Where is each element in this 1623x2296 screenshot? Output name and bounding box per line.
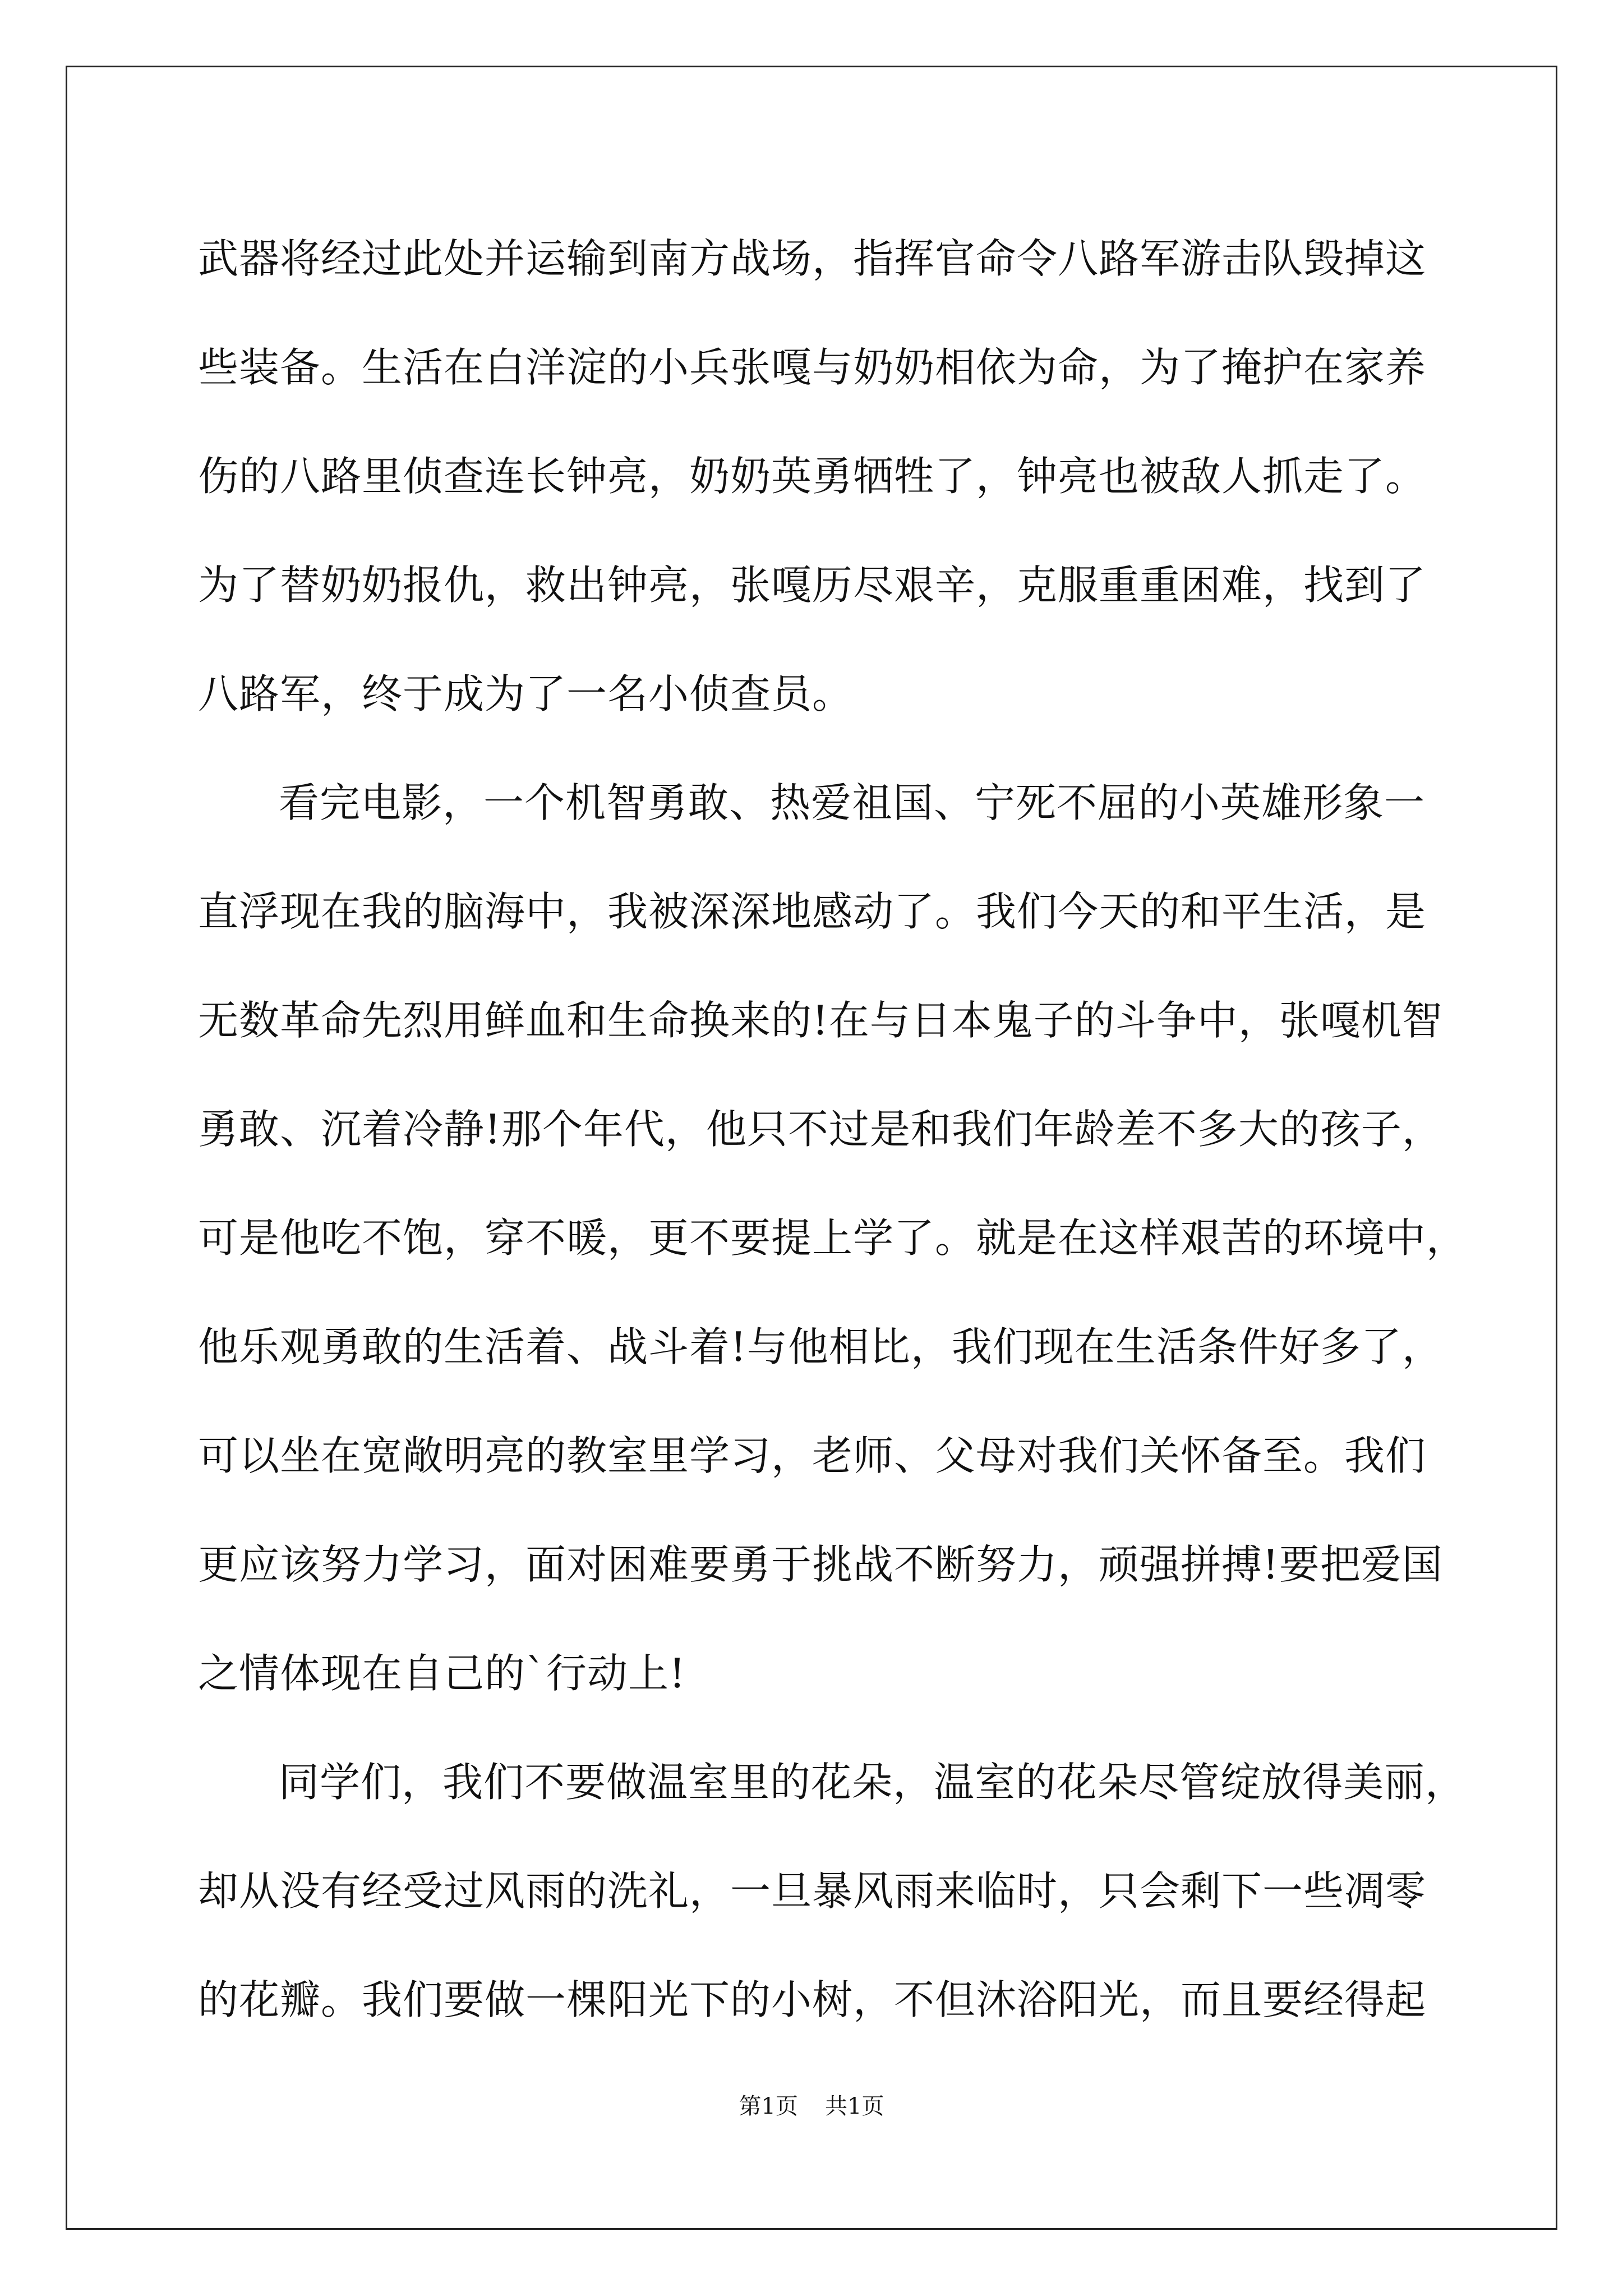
document-body xyxy=(198,204,1468,2054)
text-line: 无数革命先烈用鲜血和生命换来的!在与日本鬼子的斗争中，张嘎机智 xyxy=(198,997,1443,1044)
paragraph-first-line: 同学们，我们不要做温室里的花朵，温室的花朵尽管绽放得美丽， xyxy=(279,1759,1467,1806)
text-line: 直浮现在我的脑海中，我被深深地感动了。我们今天的和平生活，是 xyxy=(198,888,1427,935)
page-footer xyxy=(0,2090,1623,2123)
total-pages: 共1页 xyxy=(825,2093,884,2119)
text-line: 为了替奶奶报仇，救出钟亮，张嘎历尽艰辛，克服重重困难，找到了 xyxy=(198,562,1427,609)
text-line: 的花瓣。我们要做一棵阳光下的小树，不但沐浴阳光，而且要经得起 xyxy=(198,1976,1427,2023)
text-line: 更应该努力学习，面对困难要勇于挑战不断努力，顽强拼搏!要把爱国 xyxy=(198,1541,1443,1588)
page-number: 第1页 xyxy=(739,2093,798,2119)
text-line: 可以坐在宽敞明亮的教室里学习，老师、父母对我们关怀备至。我们 xyxy=(198,1432,1427,1479)
text-line: 勇敢、沉着冷静!那个年代，他只不过是和我们年龄差不多大的孩子， xyxy=(198,1106,1443,1153)
text-line: 八路军，终于成为了一名小侦查员。 xyxy=(198,670,854,717)
text-line: 却从没有经受过风雨的洗礼，一旦暴风雨来临时，只会剩下一些凋零 xyxy=(198,1867,1427,1915)
paragraph-first-line: 看完电影，一个机智勇敢、热爱祖国、宁死不屈的小英雄形象一 xyxy=(279,779,1426,826)
text-line: 可是他吃不饱，穿不暖，更不要提上学了。就是在这样艰苦的环境中， xyxy=(198,1214,1468,1262)
text-line: 伤的八路里侦查连长钟亮，奶奶英勇牺牲了，钟亮也被敌人抓走了。 xyxy=(198,453,1427,500)
text-line: 些装备。生活在白洋淀的小兵张嘎与奶奶相依为命，为了掩护在家养 xyxy=(198,344,1427,391)
text-line: 之情体现在自己的`行动上! xyxy=(198,1650,686,1697)
text-line: 武器将经过此处并运输到南方战场，指挥官命令八路军游击队毁掉这 xyxy=(198,235,1427,282)
text-line: 他乐观勇敢的生活着、战斗着!与他相比，我们现在生活条件好多了， xyxy=(198,1323,1443,1370)
